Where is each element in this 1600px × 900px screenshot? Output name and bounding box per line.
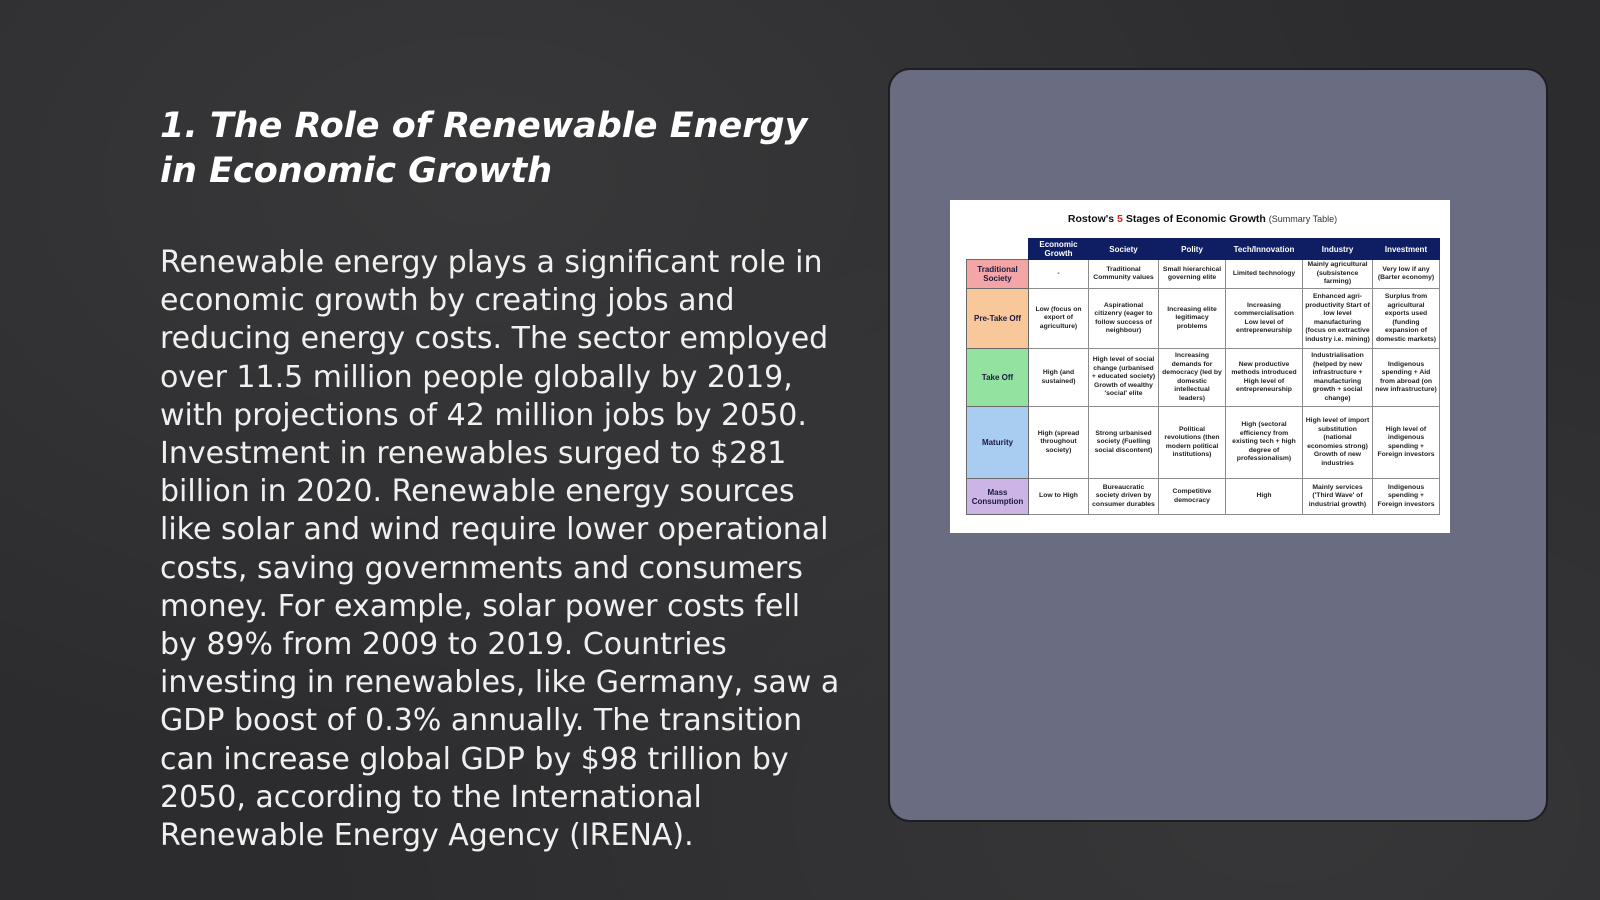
table-cell: Industrialisation (helped by new infrastructure + manufacturing growth + social change) [1303, 349, 1373, 407]
table-cell: High level of indigenous spending + Foreign investors [1373, 407, 1440, 479]
table-cell: High (and sustained) [1029, 349, 1089, 407]
table-cell: High (spread throughout society) [1029, 407, 1089, 479]
table-cell: Low to High [1029, 479, 1089, 515]
table-cell: Mainly agricultural (subsistence farming) [1303, 260, 1373, 289]
stage-label: Mass Consumption [967, 479, 1029, 515]
table-title-prefix: Rostow's [1067, 213, 1115, 225]
table-cell: Political revolutions (then modern political institutions) [1159, 407, 1226, 479]
header-blank [967, 239, 1029, 260]
table-cell: Increasing elite legitimacy problems [1159, 289, 1226, 349]
table-cell: Very low if any (Barter economy) [1373, 260, 1440, 289]
stages-table [966, 238, 1440, 515]
table-cell: Aspirational citizenry (eager to follow success of neighbour) [1089, 289, 1159, 349]
stage-label: Pre-Take Off [967, 289, 1029, 349]
slide-title: 1. The Role of Renewable Energy in Economic Growth [160, 106, 808, 191]
table-header-row [967, 239, 1440, 260]
table-cell: Surplus from agricultural exports used (funding expansion of domestic markets) [1373, 289, 1440, 349]
table-cell: Indigenous spending + Aid from abroad (on new infrastructure) [1373, 349, 1440, 407]
rostow-table-image [950, 200, 1450, 533]
table-title-suffix: (Summary Table) [1268, 214, 1338, 224]
table-cell: High (sectoral efficiency from existing tech + high degree of professionalism) [1226, 407, 1303, 479]
table-row [967, 479, 1440, 515]
column-header: Tech/Innovation [1226, 239, 1303, 260]
table-cell: Increasing demands for democracy (led by domestic intellectual leaders) [1159, 349, 1226, 407]
table-row [967, 349, 1440, 407]
table-cell: - [1029, 260, 1089, 289]
column-header: Polity [1159, 239, 1226, 260]
table-cell: Mainly services ('Third Wave' of industrial growth) [1303, 479, 1373, 515]
stage-label: Take Off [967, 349, 1029, 407]
table-cell: Limited technology [1226, 260, 1303, 289]
table-cell: Traditional Community values [1089, 260, 1159, 289]
table-cell: Strong urbanised society (Fuelling social discontent) [1089, 407, 1159, 479]
stage-label: Traditional Society [967, 260, 1029, 289]
table-row [967, 260, 1440, 289]
table-cell: High level of social change (urbanised + educated society) Growth of wealthy 'social' elite [1089, 349, 1159, 407]
table-title-main: Stages of Economic Growth [1125, 213, 1266, 225]
column-header: Investment [1373, 239, 1440, 260]
slide-body-text: Renewable energy plays a significant role in economic growth by creating jobs and reducing energy costs. The sector employed over 11.5 million people globally by 2019, with projections of 42 million jobs by 2050. Investment in renewables surged to $281 billion in 2020. Renewable energy sources like solar and wind require lower operational costs, saving governments and consumers money. For example, solar power costs fell by 89% from 2009 to 2019. Countries investing in renewables, like Germany, saw a GDP boost of 0.3% annually. The transition can increase global GDP by $98 trillion by 2050, according to the International Renewable Energy Agency (IRENA). [160, 245, 840, 854]
column-header: Society [1089, 239, 1159, 260]
table-cell: New productive methods introduced High level of entrepreneurship [1226, 349, 1303, 407]
table-cell: Increasing commercialisation Low level of entrepreneurship [1226, 289, 1303, 349]
table-cell: High level of import substitution (national economies strong) Growth of new industries [1303, 407, 1373, 479]
table-cell: Indigenous spending + Foreign investors [1373, 479, 1440, 515]
column-header: Economic Growth [1029, 239, 1089, 260]
table-title [966, 210, 1439, 228]
table-cell: Bureaucratic society driven by consumer durables [1089, 479, 1159, 515]
table-row [967, 407, 1440, 479]
table-cell: Low (focus on export of agriculture) [1029, 289, 1089, 349]
table-cell: High [1226, 479, 1303, 515]
table-cell: Competitive democracy [1159, 479, 1226, 515]
column-header: Industry [1303, 239, 1373, 260]
table-cell: Small hierarchical governing elite [1159, 260, 1226, 289]
stage-label: Maturity [967, 407, 1029, 479]
table-row [967, 289, 1440, 349]
table-cell: Enhanced agri-productivity Start of low level manufacturing (focus on extractive industry i.e. mining) [1303, 289, 1373, 349]
table-title-number: 5 [1117, 213, 1123, 225]
